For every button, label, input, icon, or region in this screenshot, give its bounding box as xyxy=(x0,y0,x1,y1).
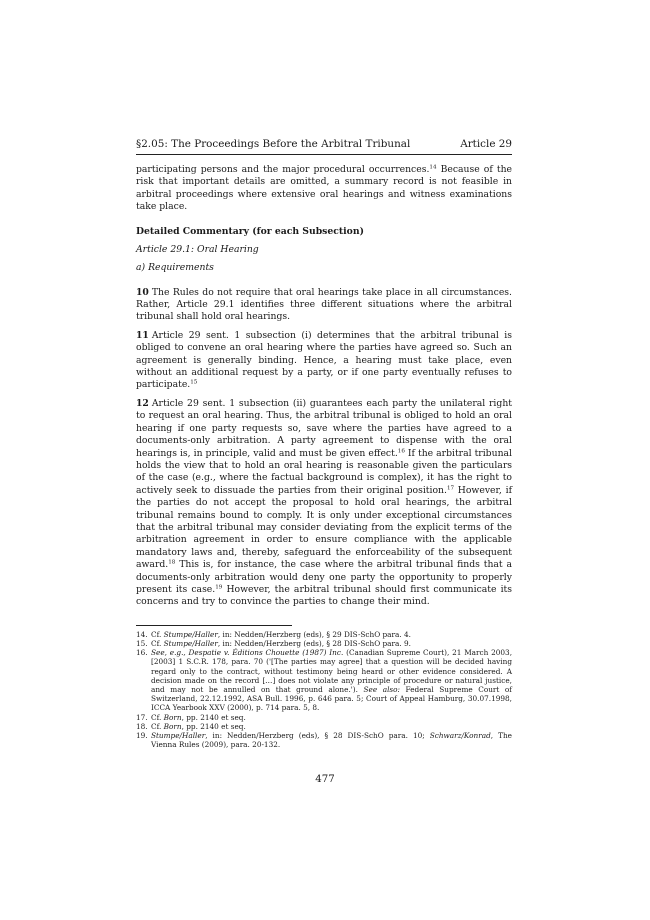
paragraph-11 xyxy=(136,330,512,392)
heading-article-29-1: Article 29.1: Oral Hearing xyxy=(136,243,259,255)
footnote-text: Cf. Stumpe/Haller, in: Nedden/Herzberg (eds), § 29 DIS-SchO para. 4. xyxy=(151,629,411,639)
paragraph-10 xyxy=(136,287,512,324)
paragraph-text: The Rules do not require that oral hearings take place in all circumstances. Rather, Article 29.1 identifies three different situations where the arbitral tribunal shall hold oral hearings. xyxy=(136,286,512,323)
footnote-number: 14. xyxy=(136,629,148,639)
footnote-ref-19[interactable]: 19 xyxy=(215,584,223,591)
footnote-text: Cf. Born, pp. 2140 et seq. xyxy=(151,721,246,731)
page-number: 477 xyxy=(315,774,335,785)
footnote-text: Stumpe/Haller, in: Nedden/Herzberg (eds), § 28 DIS-SchO para. 10; Schwarz/Konrad, The Vienna Rules (2009), para. 20-132. xyxy=(151,731,512,750)
header-article: Article 29 xyxy=(460,138,512,150)
paragraph-number: 10 xyxy=(136,286,149,298)
footnote-number: 19. xyxy=(136,731,148,741)
footnote-14 xyxy=(136,630,512,639)
paragraph-text: Article 29 sent. 1 subsection (i) determines that the arbitral tribunal is obliged to convene an oral hearing where the parties have agreed so. Such an agreement is generally binding. Hence, a hearing must take place, even without an additional request by a party, or if one party eventually refuses to participate. xyxy=(136,329,512,391)
paragraph-text: If the arbitral tribunal holds the view that to hold an oral hearing is reasonable given the particulars of the case (e.g., where the factual background is complex), it has the right to actively seek to dissuade the parties from their original position. xyxy=(136,447,512,496)
footnote-text: See, e.g., Despatie v. Éditions Chouette (1987) Inc. (Canadian Supreme Court), 21 March 2003, [2003] 1 S.C.R. 178, para. 70 ('[The parties may agree] that a question will be decided having regard only to the contract, without testimony being heard or other evidence considered. A decision made on the record […] does not violate any principle of procedure or natural justice, and may not be annulled on that ground alone.'). See also: Federal Supreme Court of Switzerland, 22.12.1992, ASA Bull. 1996, p. 646 para. 5; Court of Appeal Hamburg, 30.07.1998, ICCA Yearbook XXV (2000), p. 714 para. 5, 8. xyxy=(151,648,513,713)
footnote-ref-15[interactable]: 15 xyxy=(190,379,198,386)
paragraph-text: Article 29 sent. 1 subsection (ii) guarantees each party the unilateral right to request an oral hearing. Thus, the arbitral tribunal is obliged to hold an oral hearing if one party requests so, save where the parties have agreed to a documents-only arbitration. A party agreement to dispense with the oral hearings is, in principle, valid and must be given effect. xyxy=(136,397,512,459)
footnote-ref-18[interactable]: 18 xyxy=(168,559,176,566)
footnote-ref-17[interactable]: 17 xyxy=(446,485,455,492)
paragraph-text: However, the arbitral tribunal should first communicate its concerns and try to convince the parties to change their mind. xyxy=(136,583,512,608)
footnote-18 xyxy=(136,722,512,731)
paragraph-text: However, if the parties do not accept the proposal to hold oral hearings, the arbitral tribunal remains bound to comply. It is only under exceptional circumstances that the arbitral tribunal may consider deviating from the explicit terms of the arbitration agreement in order to ensure compliance with the applicable mandatory laws and, thereby, safeguard the enforceability of the subsequent award. xyxy=(136,484,512,571)
header-section-title: §2.05: The Proceedings Before the Arbitral Tribunal xyxy=(136,138,411,150)
footnote-text: Cf. Stumpe/Haller, in: Nedden/Herzberg (eds), § 28 DIS-SchO para. 9. xyxy=(151,638,411,648)
footnote-ref-16[interactable]: 16 xyxy=(397,448,405,454)
footnote-number: 18. xyxy=(136,721,148,731)
paragraph-number: 11 xyxy=(136,329,149,341)
footnote-text: Cf. Born, pp. 2140 et seq. xyxy=(151,712,246,722)
footnote-15 xyxy=(136,639,512,648)
footnote-17 xyxy=(136,713,512,722)
page-body xyxy=(136,138,512,749)
footnote-16 xyxy=(136,648,512,712)
intro-text-b: Because of the risk that important details are omitted, a summary record is not feasible in arbitral proceedings where extensive oral hearings and witness examinations take place. xyxy=(136,164,512,213)
footnote-ref-14[interactable]: 14 xyxy=(429,164,437,171)
paragraph-text: This is, for instance, the case where the arbitral tribunal finds that a documents-only arbitration would deny one party the opportunity to properly present its case. xyxy=(136,559,512,595)
footnote-19 xyxy=(136,731,512,749)
running-header xyxy=(136,138,512,155)
intro-paragraph xyxy=(136,164,512,214)
intro-text-a: participating persons and the major procedural occurrences. xyxy=(136,164,430,175)
paragraph-number: 12 xyxy=(136,397,149,409)
heading-detailed-commentary: Detailed Commentary (for each Subsection) xyxy=(136,225,364,237)
footnote-number: 17. xyxy=(136,712,148,722)
heading-requirements: a) Requirements xyxy=(136,261,214,273)
footnote-number: 16. xyxy=(136,648,148,658)
footnote-divider xyxy=(136,625,292,626)
paragraph-12 xyxy=(136,398,512,609)
footnote-number: 15. xyxy=(136,638,148,648)
